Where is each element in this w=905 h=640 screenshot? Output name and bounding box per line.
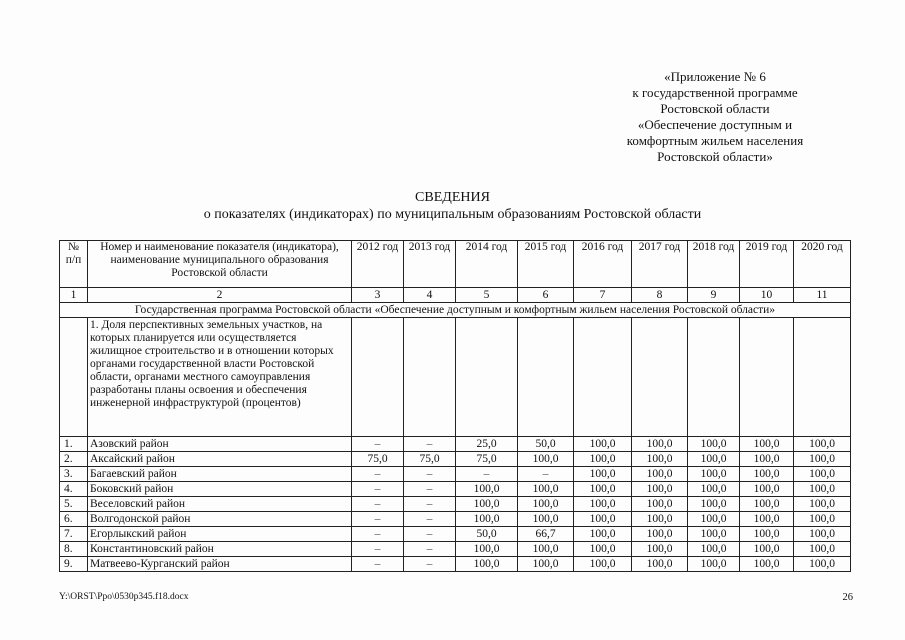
header-name: Номер и наименование показателя (индикатора), наименование муниципального образования Ростовской области (88, 241, 352, 288)
value-cell: 100,0 (574, 467, 632, 482)
value-cell: 100,0 (794, 527, 851, 542)
row-number: 1. (60, 437, 88, 452)
value-cell: 100,0 (574, 542, 632, 557)
value-cell: – (352, 527, 404, 542)
value-cell: 100,0 (518, 452, 574, 467)
value-cell: 100,0 (574, 497, 632, 512)
value-cell: – (404, 467, 456, 482)
table-row (60, 497, 851, 512)
header-year: 2016 год (574, 241, 632, 288)
row-number: 2. (60, 452, 88, 467)
indicator-title: 1. Доля перспективных земельных участков, на которых планируется или осуществляется жилищное строительство и в отношении которых органами государственной власти Ростовской области, органами местного самоуправления разработаны планы освоения и обеспечения инженерной инфраструктурой (процентов) (88, 318, 352, 437)
empty-cell (632, 318, 688, 437)
header-year: 2019 год (740, 241, 794, 288)
value-cell: 100,0 (740, 497, 794, 512)
column-number: 7 (574, 288, 632, 303)
indicators-table (59, 240, 851, 572)
value-cell: 100,0 (456, 482, 518, 497)
value-cell: 100,0 (632, 557, 688, 572)
header-no: № п/п (60, 241, 88, 288)
header-year: 2015 год (518, 241, 574, 288)
value-cell: 100,0 (518, 557, 574, 572)
value-cell: 100,0 (794, 542, 851, 557)
page-number: 26 (842, 592, 853, 603)
value-cell: – (352, 482, 404, 497)
value-cell: 100,0 (740, 512, 794, 527)
table-row (60, 482, 851, 497)
appendix-line: к государственной программе (632, 85, 798, 100)
empty-cell (404, 318, 456, 437)
value-cell: 100,0 (574, 452, 632, 467)
value-cell: 100,0 (794, 557, 851, 572)
indicator-no-cell (60, 318, 88, 437)
row-number: 6. (60, 512, 88, 527)
value-cell: 100,0 (632, 467, 688, 482)
indicator-row (60, 318, 851, 437)
district-name: Боковский район (88, 482, 352, 497)
value-cell: – (404, 512, 456, 527)
value-cell: 100,0 (632, 497, 688, 512)
value-cell: 100,0 (632, 482, 688, 497)
empty-cell (740, 318, 794, 437)
table-row (60, 557, 851, 572)
column-number: 9 (688, 288, 740, 303)
appendix-line: «Приложение № 6 (664, 69, 766, 84)
row-number: 7. (60, 527, 88, 542)
document-subtitle: о показателях (индикаторах) по муниципальным образованиям Ростовской области (203, 207, 702, 222)
value-cell: 50,0 (518, 437, 574, 452)
value-cell: 100,0 (794, 437, 851, 452)
value-cell: – (404, 527, 456, 542)
value-cell: – (404, 437, 456, 452)
row-number: 5. (60, 497, 88, 512)
empty-cell (688, 318, 740, 437)
table-row (60, 437, 851, 452)
value-cell: 100,0 (688, 452, 740, 467)
column-number: 4 (404, 288, 456, 303)
value-cell: 100,0 (688, 482, 740, 497)
column-number: 2 (88, 288, 352, 303)
district-name: Константиновский район (88, 542, 352, 557)
data-rows (60, 437, 851, 572)
value-cell: 100,0 (574, 512, 632, 527)
empty-cell (352, 318, 404, 437)
column-number: 11 (794, 288, 851, 303)
header-year: 2014 год (456, 241, 518, 288)
value-cell: – (352, 437, 404, 452)
value-cell: 100,0 (574, 527, 632, 542)
table-row (60, 467, 851, 482)
table-row (60, 452, 851, 467)
appendix-line: Ростовской области» (657, 149, 773, 164)
value-cell: 75,0 (456, 452, 518, 467)
value-cell: 100,0 (688, 497, 740, 512)
value-cell: 100,0 (794, 452, 851, 467)
value-cell: – (404, 542, 456, 557)
value-cell: 100,0 (574, 557, 632, 572)
row-number: 8. (60, 542, 88, 557)
value-cell: – (404, 497, 456, 512)
value-cell: 100,0 (688, 467, 740, 482)
district-name: Азовский район (88, 437, 352, 452)
appendix-line: «Обеспечение доступным и (637, 117, 793, 132)
value-cell: 100,0 (740, 557, 794, 572)
district-name: Веселовский район (88, 497, 352, 512)
row-number: 4. (60, 482, 88, 497)
value-cell: 100,0 (518, 512, 574, 527)
column-number: 1 (60, 288, 88, 303)
value-cell: 100,0 (574, 437, 632, 452)
value-cell: 100,0 (688, 512, 740, 527)
district-name: Егорлыкский район (88, 527, 352, 542)
footer-file-path: Y:\ORST\Ppo\0530p345.f18.docx (59, 592, 189, 602)
district-name: Аксайский район (88, 452, 352, 467)
value-cell: 25,0 (456, 437, 518, 452)
value-cell: 100,0 (740, 452, 794, 467)
value-cell: 100,0 (740, 527, 794, 542)
value-cell: – (352, 557, 404, 572)
table-row (60, 512, 851, 527)
value-cell: – (352, 512, 404, 527)
value-cell: 100,0 (688, 557, 740, 572)
value-cell: 100,0 (632, 527, 688, 542)
value-cell: 75,0 (352, 452, 404, 467)
value-cell: 100,0 (740, 437, 794, 452)
value-cell: 100,0 (456, 497, 518, 512)
value-cell: 100,0 (632, 452, 688, 467)
empty-cell (574, 318, 632, 437)
row-number: 9. (60, 557, 88, 572)
value-cell: 100,0 (740, 482, 794, 497)
value-cell: 100,0 (688, 542, 740, 557)
program-row (60, 303, 851, 318)
value-cell: 66,7 (518, 527, 574, 542)
row-number: 3. (60, 467, 88, 482)
table-row (60, 542, 851, 557)
value-cell: – (456, 467, 518, 482)
header-year: 2013 год (404, 241, 456, 288)
empty-cell (456, 318, 518, 437)
column-number: 10 (740, 288, 794, 303)
district-name: Матвеево-Курганский район (88, 557, 352, 572)
header-year: 2018 год (688, 241, 740, 288)
value-cell: 100,0 (518, 542, 574, 557)
value-cell: 100,0 (740, 467, 794, 482)
value-cell: – (352, 467, 404, 482)
value-cell: – (352, 497, 404, 512)
district-name: Волгодонской район (88, 512, 352, 527)
column-number: 8 (632, 288, 688, 303)
value-cell: 100,0 (794, 512, 851, 527)
empty-cell (794, 318, 851, 437)
value-cell: 100,0 (632, 512, 688, 527)
value-cell: 100,0 (688, 437, 740, 452)
column-number: 5 (456, 288, 518, 303)
value-cell: 100,0 (794, 497, 851, 512)
value-cell: 100,0 (688, 527, 740, 542)
table-header-row (60, 241, 851, 288)
value-cell: 100,0 (456, 542, 518, 557)
appendix-line: комфортным жильем населения (626, 133, 804, 148)
column-number-row (60, 288, 851, 303)
header-year: 2012 год (352, 241, 404, 288)
value-cell: 100,0 (794, 467, 851, 482)
header-year: 2017 год (632, 241, 688, 288)
district-name: Багаевский район (88, 467, 352, 482)
header-year: 2020 год (794, 241, 851, 288)
value-cell: – (404, 557, 456, 572)
value-cell: 100,0 (518, 497, 574, 512)
value-cell: 100,0 (632, 542, 688, 557)
value-cell: – (518, 467, 574, 482)
value-cell: 100,0 (456, 512, 518, 527)
table-row (60, 527, 851, 542)
appendix-note (595, 69, 835, 165)
value-cell: 100,0 (456, 557, 518, 572)
program-title: Государственная программа Ростовской области «Обеспечение доступным и комфортным жильем населения Ростовской области» (60, 303, 851, 318)
column-number: 3 (352, 288, 404, 303)
value-cell: 75,0 (404, 452, 456, 467)
value-cell: 100,0 (794, 482, 851, 497)
value-cell: 100,0 (740, 542, 794, 557)
value-cell: 100,0 (518, 482, 574, 497)
appendix-line: Ростовской области (660, 101, 770, 116)
value-cell: – (352, 542, 404, 557)
value-cell: 50,0 (456, 527, 518, 542)
document-title: СВЕДЕНИЯ (415, 190, 490, 205)
value-cell: 100,0 (574, 482, 632, 497)
empty-cell (518, 318, 574, 437)
value-cell: 100,0 (632, 437, 688, 452)
column-number: 6 (518, 288, 574, 303)
value-cell: – (404, 482, 456, 497)
